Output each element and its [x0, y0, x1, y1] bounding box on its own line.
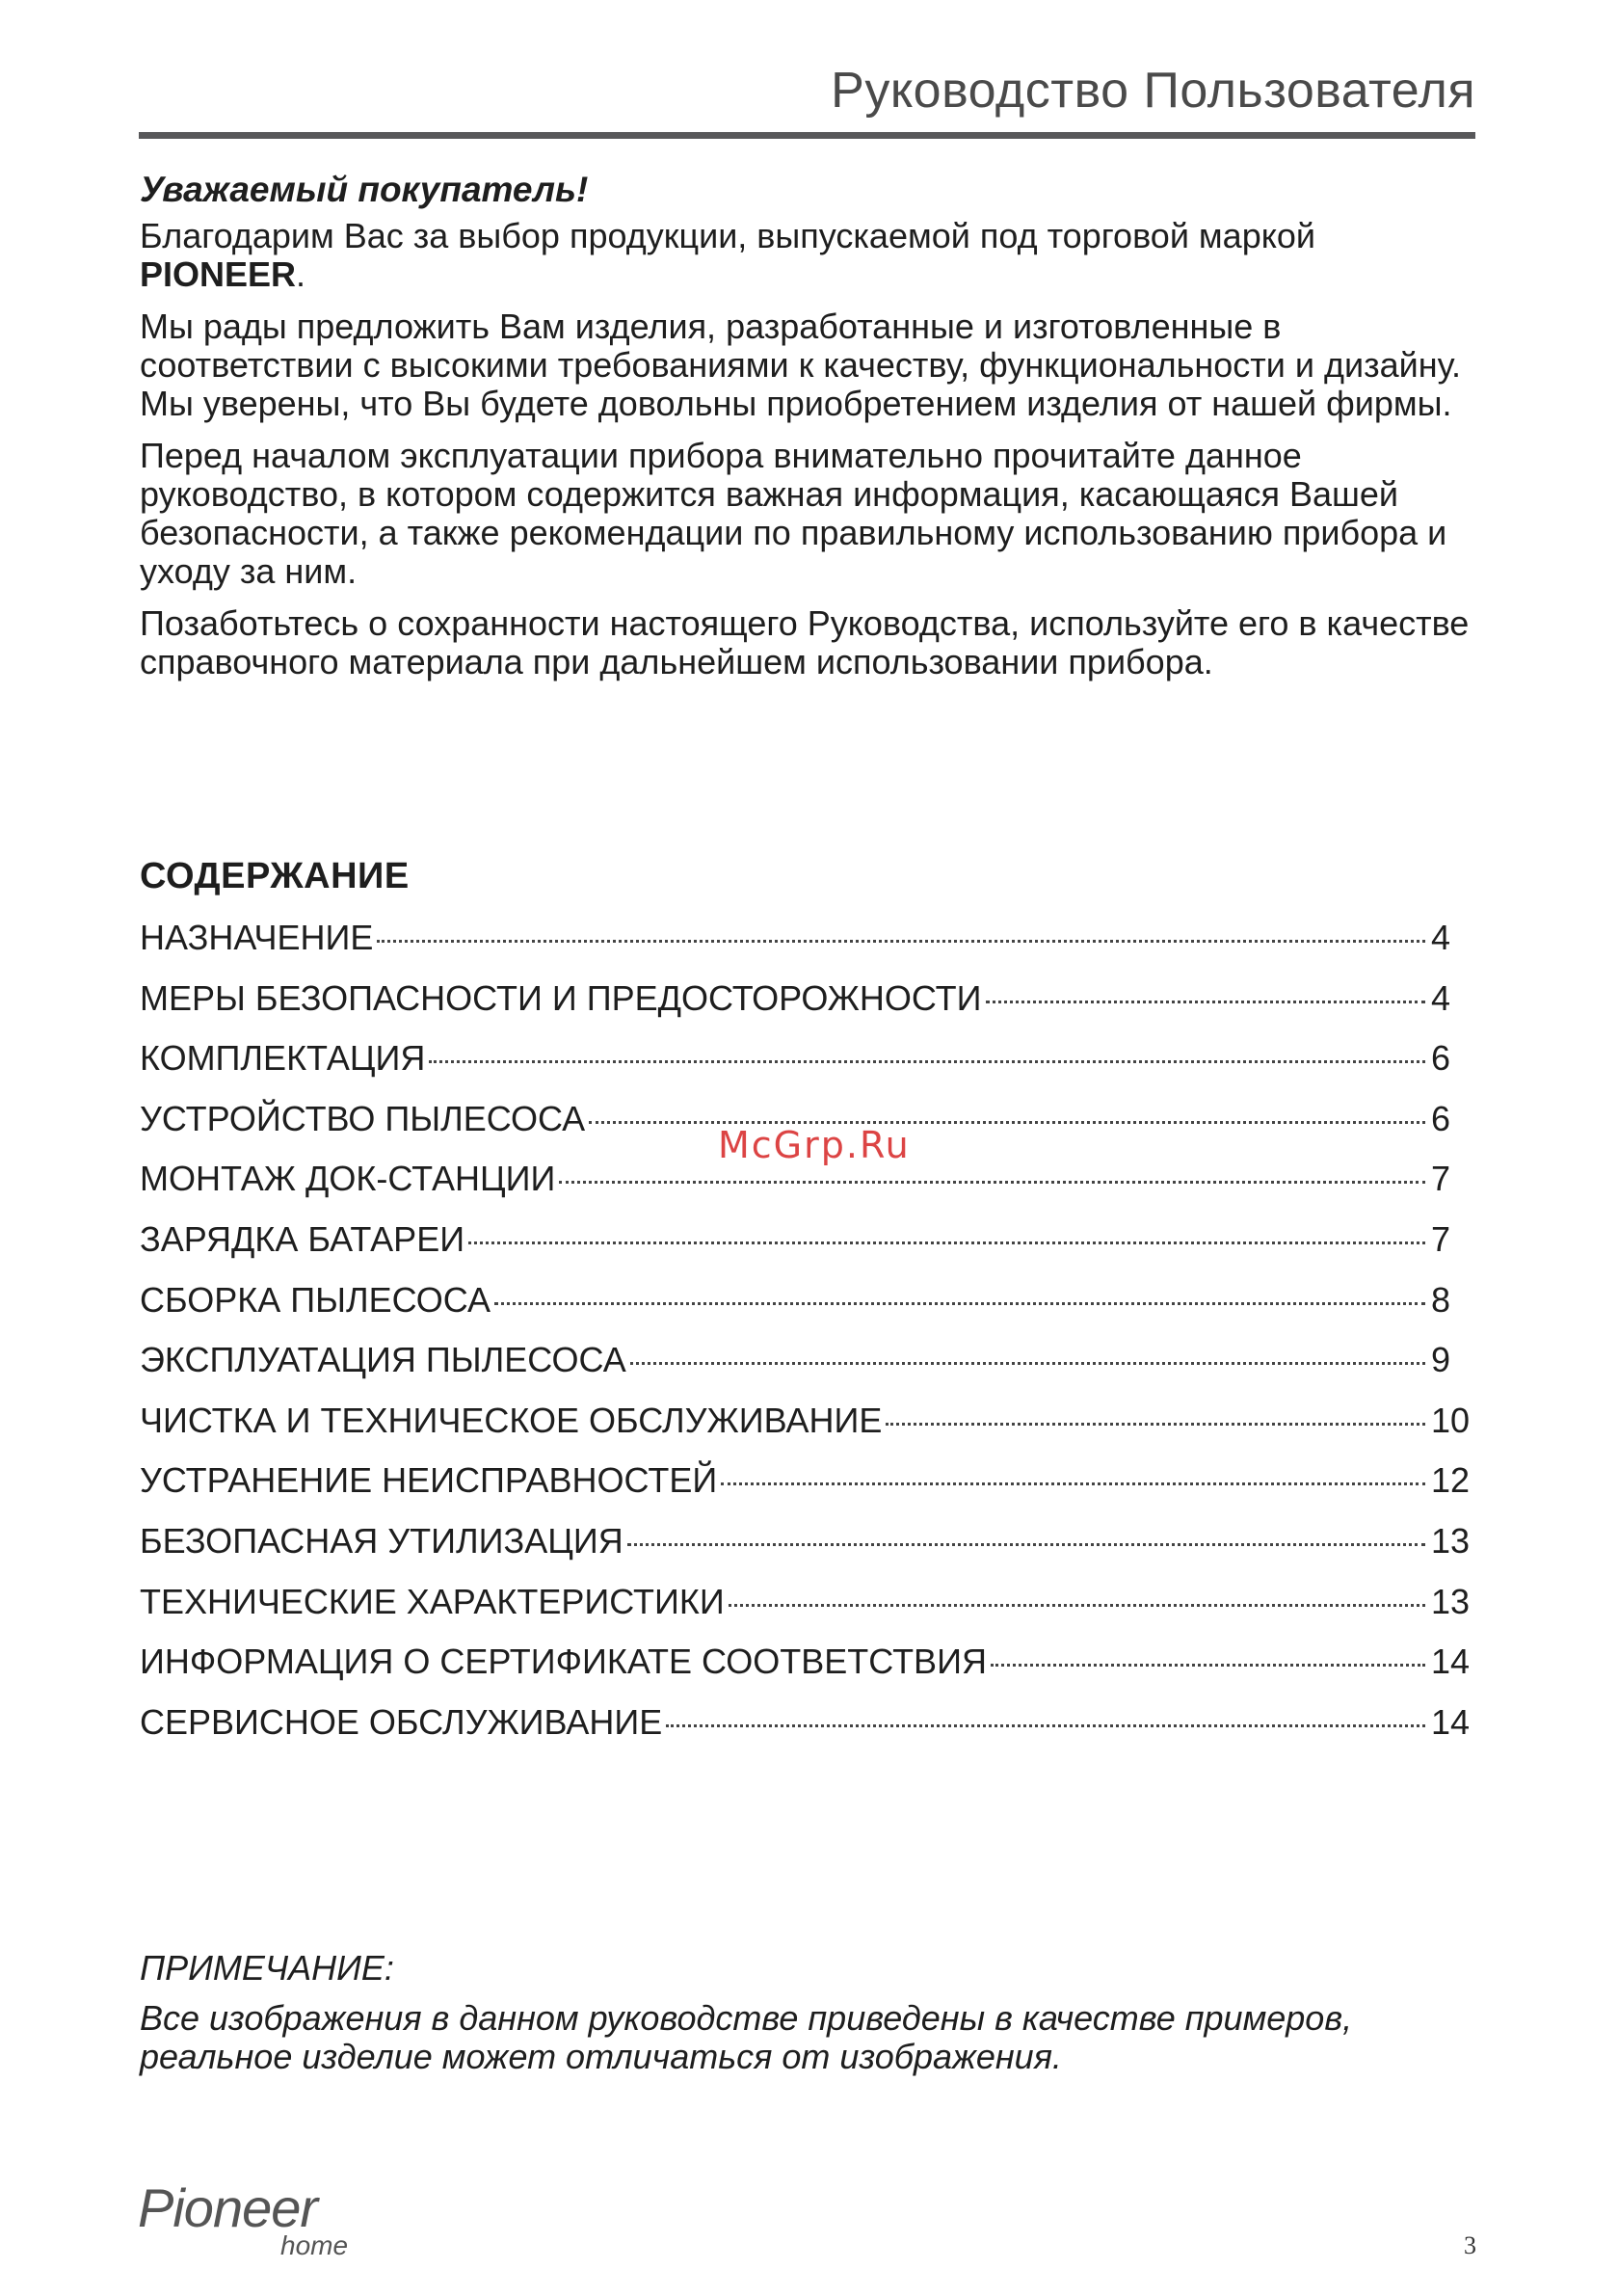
toc-item-label: ИНФОРМАЦИЯ О СЕРТИФИКАТЕ СООТВЕТСТВИЯ [140, 1642, 987, 1682]
note-text: Все изображения в данном руководстве приведены в качестве примеров, реальное изделие может отличаться от изображения. [140, 1998, 1353, 2076]
toc-item-label: НАЗНАЧЕНИЕ [140, 918, 374, 957]
toc-item-page: 6 [1431, 1098, 1451, 1138]
toc-item[interactable] [140, 1401, 1470, 1461]
toc-item[interactable] [140, 1159, 1470, 1219]
toc-item[interactable] [140, 1340, 1470, 1401]
intro-paragraph-1 [140, 217, 1479, 294]
toc-item-page: 4 [1431, 977, 1451, 1018]
toc-leader-dots [991, 1664, 1425, 1667]
toc-item-label: УСТРАНЕНИЕ НЕИСПРАВНОСТЕЙ [140, 1460, 718, 1501]
toc-item-label: УСТРОЙСТВО ПЫЛЕСОСА [140, 1098, 586, 1138]
toc-item[interactable] [140, 1280, 1470, 1341]
logo-subtitle: home [280, 2230, 349, 2260]
toc-leader-dots [468, 1241, 1425, 1244]
intro-section [140, 169, 1479, 695]
page-number: 3 [1464, 2231, 1476, 2259]
toc-item-label: МЕРЫ БЕЗОПАСНОСТИ И ПРЕДОСТОРОЖНОСТИ [140, 977, 982, 1018]
toc-item-page: 10 [1430, 1400, 1470, 1440]
toc-item[interactable] [140, 1038, 1470, 1099]
page-header-title: Руководство Пользователя [831, 63, 1475, 119]
greeting-heading: Уважаемый покупатель! [140, 170, 589, 209]
toc-leader-dots [986, 1001, 1425, 1003]
toc-item-page: 14 [1430, 1642, 1470, 1682]
toc-item[interactable] [140, 1460, 1470, 1521]
pioneer-home-logo [138, 2176, 350, 2260]
toc-item-label: ЧИСТКА И ТЕХНИЧЕСКОЕ ОБСЛУЖИВАНИЕ [140, 1400, 883, 1440]
toc-item-label: ТЕХНИЧЕСКИЕ ХАРАКТЕРИСТИКИ [140, 1581, 725, 1621]
toc-item-label: ЗАРЯДКА БАТАРЕИ [140, 1218, 465, 1259]
watermark: McGrp.Ru [718, 1124, 911, 1166]
toc-item-page: 6 [1431, 1038, 1451, 1079]
toc-item-label: СЕРВИСНОЕ ОБСЛУЖИВАНИЕ [140, 1701, 663, 1742]
toc-leader-dots [729, 1604, 1425, 1607]
logo-wordmark: Pioneer [138, 2177, 318, 2238]
toc-leader-dots [630, 1362, 1425, 1365]
intro-paragraph-1-text: Благодарим Вас за выбор продукции, выпускаемой под торговой маркой [140, 216, 1316, 255]
toc-item[interactable] [140, 978, 1470, 1039]
toc-leader-dots [627, 1543, 1425, 1546]
toc-leader-dots [721, 1482, 1425, 1485]
toc-leader-dots [559, 1181, 1425, 1184]
toc-item[interactable] [140, 1642, 1470, 1702]
toc-leader-dots [377, 940, 1425, 943]
intro-paragraph-4: Позаботьтесь о сохранности настоящего Руководства, используйте его в качестве справочного материала при дальнейшем использовании прибора. [140, 603, 1470, 681]
toc-item[interactable] [140, 1521, 1470, 1582]
toc-item-label: МОНТАЖ ДОК-СТАНЦИИ [140, 1159, 556, 1199]
toc-leader-dots [494, 1302, 1425, 1305]
toc-item-label: БЕЗОПАСНАЯ УТИЛИЗАЦИЯ [140, 1520, 623, 1561]
toc-item-label: СБОРКА ПЫЛЕСОСА [140, 1279, 491, 1320]
toc-item-label: КОМПЛЕКТАЦИЯ [140, 1038, 426, 1079]
table-of-contents [140, 918, 1470, 1762]
toc-item-label: ЭКСПЛУАТАЦИЯ ПЫЛЕСОСА [140, 1340, 626, 1380]
toc-item-page: 4 [1431, 918, 1451, 957]
brand-name: PIONEER [140, 254, 297, 294]
toc-item[interactable] [140, 1219, 1470, 1280]
toc-item-page: 7 [1431, 1159, 1451, 1199]
toc-leader-dots [886, 1423, 1425, 1426]
toc-item-page: 8 [1431, 1279, 1451, 1320]
toc-item[interactable] [140, 1582, 1470, 1642]
toc-item-page: 13 [1430, 1581, 1470, 1621]
toc-item-page: 7 [1431, 1218, 1451, 1259]
toc-item[interactable] [140, 918, 1470, 978]
toc-leader-dots [666, 1724, 1425, 1727]
intro-paragraph-3: Перед началом эксплуатации прибора внимательно прочитайте данное руководство, в котором содержится важная информация, касающаяся Вашей безопасности, а также рекомендации по правильному использованию прибора и уходу за ним. [140, 436, 1447, 591]
toc-leader-dots [429, 1060, 1425, 1063]
toc-item-page: 12 [1430, 1460, 1470, 1501]
note-section [140, 1949, 1489, 2076]
note-label: ПРИМЕЧАНИЕ: [140, 1948, 394, 1988]
header-divider [139, 132, 1475, 139]
intro-paragraph-2: Мы рады предложить Вам изделия, разработанные и изготовленные в соответствии с высокими требованиями к качеству, функциональности и дизайну. Мы уверены, что Вы будете довольны приобретением изделия от нашей фирмы. [140, 307, 1462, 423]
intro-paragraph-1-end: . [296, 254, 306, 294]
toc-item-page: 14 [1430, 1701, 1470, 1742]
toc-item-page: 13 [1430, 1520, 1470, 1561]
toc-heading: СОДЕРЖАНИЕ [140, 856, 410, 896]
toc-item[interactable] [140, 1702, 1470, 1763]
toc-leader-dots [589, 1121, 1425, 1124]
toc-item-page: 9 [1431, 1340, 1451, 1380]
